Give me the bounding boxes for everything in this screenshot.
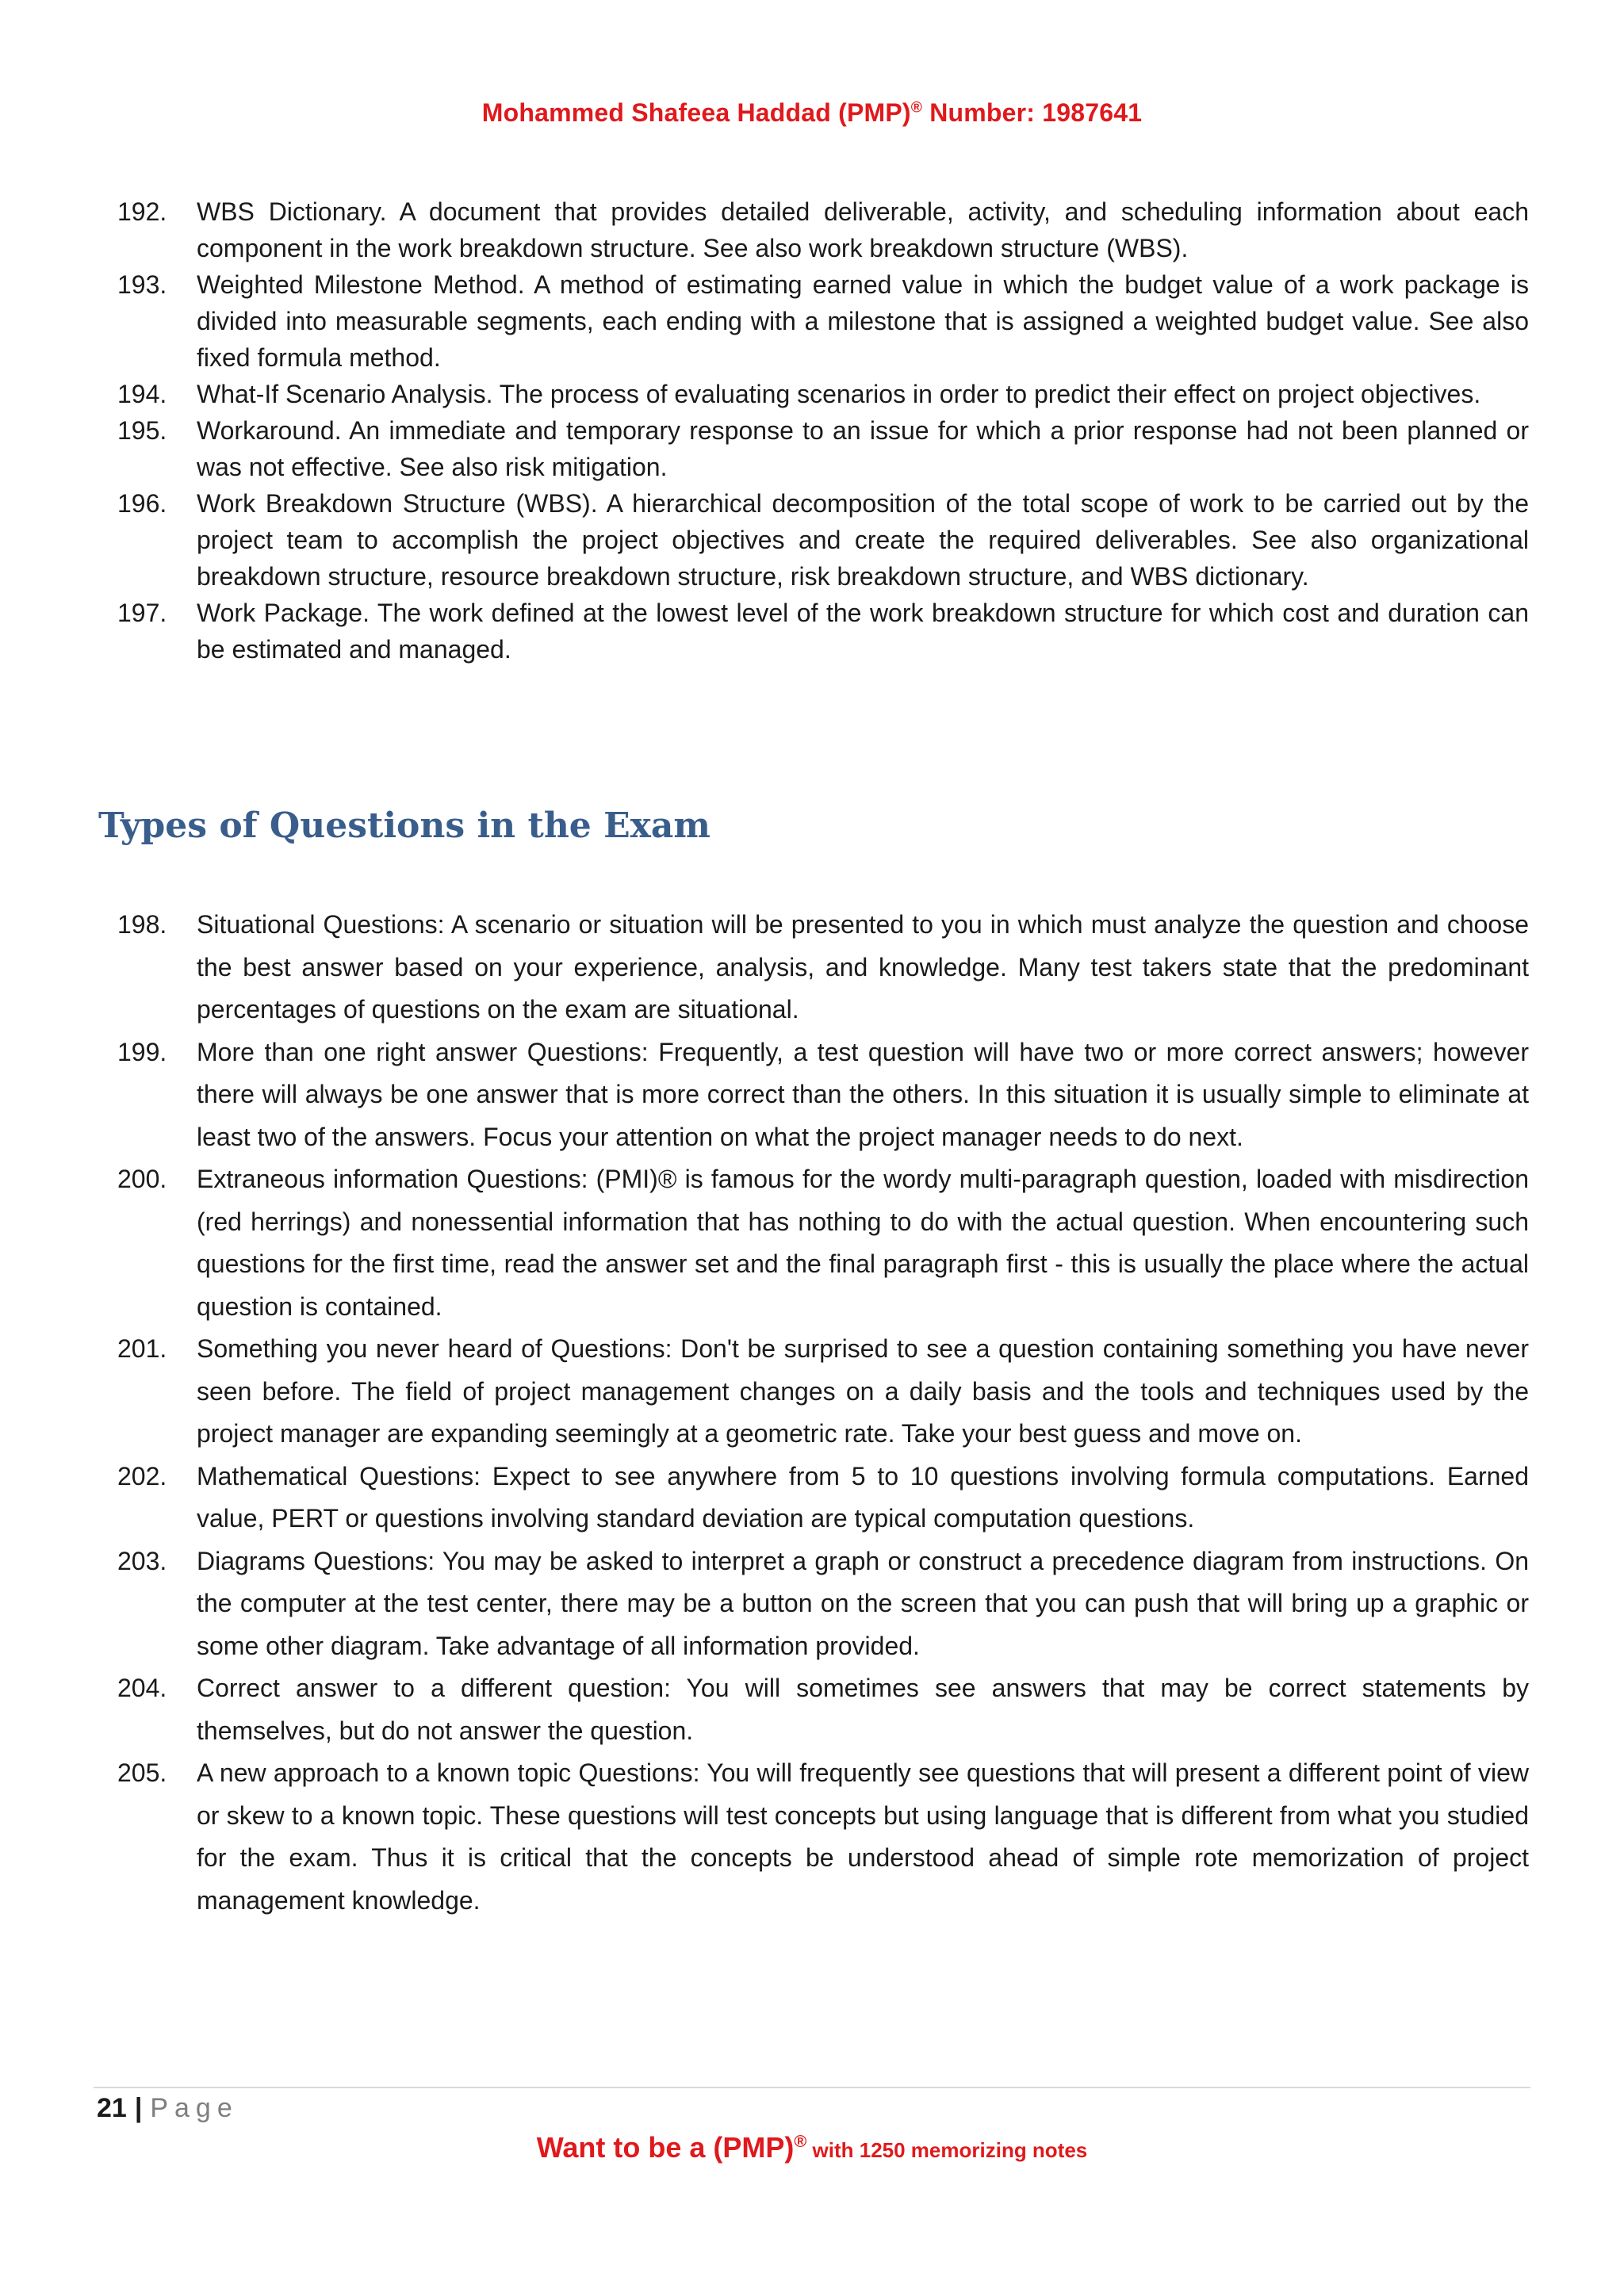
item-text: More than one right answer Questions: Frequently, a test question will have two or more correct answers; however there will always be one answer that is more correct than the others. In this situation it is usually simple to eliminate at least two of the answers. Focus your attention on what the project manager needs to do next. bbox=[197, 1037, 1529, 1151]
question-type-item bbox=[117, 904, 1529, 1031]
item-text: Mathematical Questions: Expect to see anywhere from 5 to 10 questions involving formula computations. Earned value, PERT or questions involving standard deviation are typical computation questions. bbox=[197, 1461, 1529, 1533]
item-text: Extraneous information Questions: (PMI)® is famous for the wordy multi-paragraph question, loaded with misdirection (red herrings) and nonessential information that has nothing to do with the actual question. When encountering such questions for the first time, read the answer set and the final paragraph first - this is usually the place where the actual question is contained. bbox=[197, 1165, 1529, 1321]
glossary-item bbox=[117, 266, 1529, 376]
item-text: Correct answer to a different question: You will sometimes see answers that may be correct statements by themselves, but do not answer the question. bbox=[197, 1674, 1529, 1745]
glossary-item bbox=[117, 412, 1529, 485]
item-number: 194. bbox=[117, 380, 167, 408]
question-type-item bbox=[117, 1456, 1529, 1540]
glossary-item bbox=[117, 485, 1529, 595]
item-text: Work Breakdown Structure (WBS). A hierarchical decomposition of the total scope of work to be carried out by the project team to accomplish the project objectives and create the required deliverables. See also organizational breakdown structure, resource breakdown structure, risk breakdown structure, and WBS dictionary. bbox=[197, 489, 1529, 591]
page-header bbox=[0, 98, 1624, 128]
promo-small: with 1250 memorizing notes bbox=[806, 2138, 1088, 2162]
item-number: 197. bbox=[117, 599, 167, 627]
item-text: WBS Dictionary. A document that provides detailed deliverable, activity, and scheduling information about each component in the work breakdown structure. See also work breakdown structure (WBS). bbox=[197, 197, 1529, 262]
item-number: 196. bbox=[117, 489, 167, 518]
footer-divider bbox=[94, 2087, 1530, 2088]
item-text: Work Package. The work defined at the lowest level of the work breakdown structure for which cost and duration can be estimated and managed. bbox=[197, 599, 1529, 664]
item-text: Diagrams Questions: You may be asked to interpret a graph or construct a precedence diagram from instructions. On the computer at the test center, there may be a button on the screen that you can push that will bring up a graphic or some other diagram. Take advantage of all information provided. bbox=[197, 1546, 1529, 1660]
item-number: 198. bbox=[117, 910, 167, 939]
page-separator: | bbox=[134, 2093, 143, 2123]
item-number: 205. bbox=[117, 1758, 167, 1787]
promo-registered-mark: ® bbox=[794, 2131, 807, 2151]
item-number: 201. bbox=[117, 1334, 167, 1363]
footer-promo bbox=[0, 2131, 1624, 2164]
question-type-item bbox=[117, 1158, 1529, 1328]
item-number: 204. bbox=[117, 1674, 167, 1702]
item-number: 200. bbox=[117, 1165, 167, 1193]
page-number: 21 bbox=[97, 2093, 127, 2123]
glossary-item bbox=[117, 376, 1529, 412]
item-text: Weighted Milestone Method. A method of estimating earned value in which the budget value of a work package is divided into measurable segments, each ending with a milestone that is assigned a weighted budget value. See also fixed formula method. bbox=[197, 270, 1529, 372]
header-number: Number: 1987641 bbox=[922, 98, 1143, 127]
page-label: Page bbox=[150, 2093, 239, 2123]
item-number: 199. bbox=[117, 1037, 167, 1066]
item-number: 192. bbox=[117, 197, 167, 226]
question-type-item bbox=[117, 1752, 1529, 1922]
item-text: A new approach to a known topic Questions: You will frequently see questions that will present a different point of view or skew to a known topic. These questions will test concepts but using language that is different from what you studied for the exam. Thus it is critical that the concepts be understood ahead of simple rote memorization of project management knowledge. bbox=[197, 1758, 1529, 1915]
item-text: Situational Questions: A scenario or situation will be presented to you in which must analyze the question and choose the best answer based on your experience, analysis, and knowledge. Many test takers state that the predominant percentages of questions on the exam are situational. bbox=[197, 910, 1529, 1024]
question-type-item bbox=[117, 1328, 1529, 1456]
promo-main: Want to be a (PMP) bbox=[536, 2131, 795, 2164]
page-number-footer bbox=[97, 2093, 239, 2124]
item-number: 193. bbox=[117, 270, 167, 299]
question-type-item bbox=[117, 1540, 1529, 1668]
glossary-item bbox=[117, 193, 1529, 266]
item-number: 203. bbox=[117, 1546, 167, 1575]
glossary-item bbox=[117, 595, 1529, 668]
question-types-list bbox=[117, 904, 1529, 1922]
item-number: 202. bbox=[117, 1461, 167, 1490]
header-registered-mark: ® bbox=[910, 99, 923, 117]
question-type-item bbox=[117, 1667, 1529, 1752]
item-text: Workaround. An immediate and temporary response to an issue for which a prior response had not been planned or was not effective. See also risk mitigation. bbox=[197, 416, 1529, 481]
header-author: Mohammed Shafeea Haddad (PMP) bbox=[481, 98, 911, 127]
section-heading: Types of Questions in the Exam bbox=[98, 806, 710, 846]
item-text: Something you never heard of Questions: Don't be surprised to see a question containing something you have never seen before. The field of project management changes on a daily basis and the tools and techniques used by the project manager are expanding seemingly at a geometric rate. Take your best guess and move on. bbox=[197, 1334, 1529, 1448]
item-text: What-If Scenario Analysis. The process of evaluating scenarios in order to predict their effect on project objectives. bbox=[197, 380, 1481, 408]
glossary-list bbox=[117, 193, 1529, 668]
item-number: 195. bbox=[117, 416, 167, 445]
question-type-item bbox=[117, 1031, 1529, 1159]
